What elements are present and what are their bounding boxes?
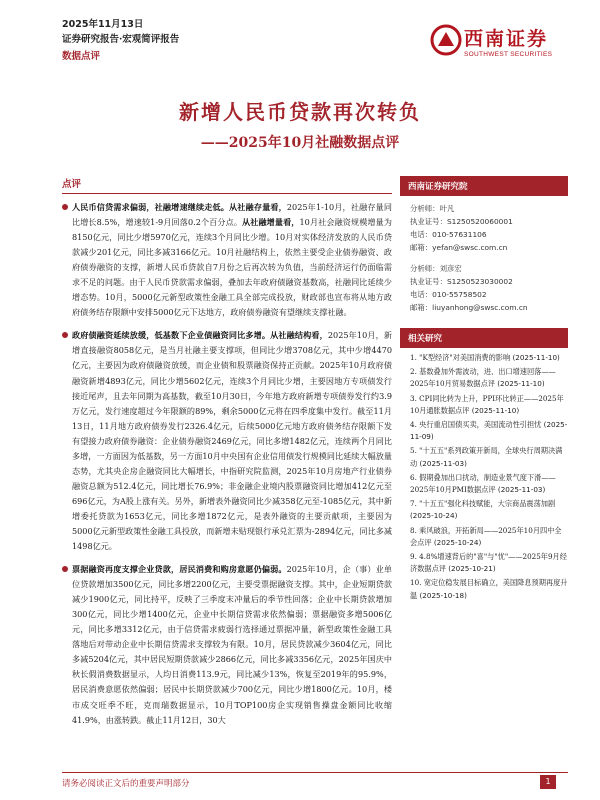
analyst-1-license: 执业证号：S1250520060001	[410, 217, 513, 226]
related-item-title: 5. "十五五"系列政策开新局，全球央行周期决满动	[410, 446, 563, 468]
related-item[interactable]	[400, 419, 568, 443]
section-heading: 点评	[62, 176, 392, 194]
footer-disclaimer: 请务必阅读正文后的重要声明部分	[62, 779, 190, 789]
related-item-date: (2025-11-10)	[512, 353, 560, 362]
related-item[interactable]	[400, 445, 568, 469]
related-item-title: 7. "十五五"强化科技赋能，大宗商品震荡加剧	[410, 499, 556, 509]
related-item[interactable]	[400, 393, 568, 417]
page-number: 1	[540, 775, 556, 789]
related-research-list	[400, 352, 568, 602]
related-item-date: (2025-11-10)	[497, 379, 545, 389]
related-item-title: 1. "K型经济"对美国消费的影响	[410, 353, 511, 362]
bullet-icon	[62, 566, 68, 572]
related-item-title: 6. 假期叠加出口扰动，制造业景气度下滑——2025年10月PMI数据点评	[410, 472, 556, 495]
related-item[interactable]	[400, 577, 568, 601]
p1-bold: 人民币信贷需求偏弱，社融增速继续走低。从社融存量看，	[72, 202, 287, 212]
p1-text: 2025年1-10月，社融存量同比增长8.5%，增速较1-9月回落0.2个百分点。	[72, 202, 392, 228]
report-header	[62, 18, 362, 67]
related-research-heading: 相关研究	[400, 328, 568, 348]
report-category: 证券研究报告·宏观简评报告	[62, 34, 180, 45]
related-item-title: 4. 央行重启国债买卖，美国流动性引担忧	[410, 420, 542, 430]
related-item[interactable]	[400, 498, 568, 522]
analyst-2	[400, 262, 568, 314]
paragraph-2	[62, 328, 392, 554]
analyst-2-email[interactable]: 邮箱：liuyanhong@swsc.com.cn	[410, 303, 528, 312]
p1-bold2: 从社融增量看，	[242, 217, 300, 228]
related-item-date: (2025-10-24)	[410, 511, 458, 521]
related-item-date: (2025-11-09)	[410, 420, 568, 442]
analyst-2-phone: 电话：010-55758502	[410, 290, 487, 299]
related-item-date: (2025-10-24)	[433, 537, 482, 547]
institute-heading: 西南证券研究院	[400, 176, 568, 196]
p1-text2: 10月社会融资规模增量为8150亿元，同比少增5970亿元，连续3个月同比少增。10月对实体经济发放的人民币贷款减少201亿元，同比多减3166亿元。10月社融结构上，依然主要受企业债券融资、政府债券融资的支撑，新增人民币贷款自7月份之后再次转为负值，当前经济运行仍面临需求不足的问题。由于人民币贷款需求偏弱，叠加去年政府债融资基数高，社融同比延续少增态势。10月，5000亿元新型政策性金融工具全部完成投放，财政部也宣布将从地方政府债务结存限额中安排5000亿元下达地方，政府债券融资有望继续支撑社融。	[72, 217, 392, 318]
p2-bold: 政府债融资延续放缓，低基数下企业债融资同比多增。从社融结构看，	[72, 330, 328, 341]
related-item-date: (2025-11-03)	[419, 458, 467, 468]
logo-mark-icon	[430, 24, 462, 56]
footer-divider	[62, 772, 568, 773]
analyst-1-email[interactable]: 邮箱：yefan@swsc.com.cn	[410, 243, 508, 252]
main-content	[62, 176, 392, 736]
report-title: 新增人民币贷款再次转负	[179, 100, 421, 124]
p2-text: 2025年10月，新增直接融资8058亿元，是当月社融主要支撑项，但同比少增3708亿元，其中少增4470亿元，主要因为政府债融资放缓，而企业债和股票融资保持正贡献。2025年10月政府债融资新增4893亿元，同比少增5602亿元，连续3个月同比少增，主要因地方专项债发行接近尾声，且去年同期为高基数，截至10月30日，今年地方政府新增专项债券发行约3.9万亿元，发行速度超过今年限额的89%，剩余5000亿元将在四季度集中发行。截至11月13日，11月地方政府债券发行2326.4亿元，后续5000亿元地方政府债务结存限额下发有望接力政府债券融资：企业债券融资2469亿元，同比多增1482亿元，连续两个月同比多增，一方面因为低基数，另一方面10月中央国有企业信用债发行规模同比延续大幅放量态势，尤其央企房企融资同比大幅增长，中指研究院监测，2025年10月房地产行业债券融资总额为512.4亿元，同比增长76.9%；非金融企业境内股票融资同比增加412亿元至696亿元，为A股上涨有关。另外，新增表外融资同比少减358亿元至-1085亿元，其中新增委托贷款为1653亿元，同比多增1872亿元，是表外融资的主要贡献项，主要因为5000亿元新型政策性金融工具投放，而新增未贴现银行承兑汇票为-2894亿元，同比多减1498亿元。	[72, 330, 392, 552]
related-item-date: (2025-11-03)	[497, 485, 546, 495]
logo-text-cn: 西南证券	[464, 28, 549, 50]
related-item[interactable]	[400, 551, 568, 575]
related-item-date: (2025-10-18)	[419, 590, 467, 600]
related-item[interactable]	[400, 472, 568, 496]
paragraph-1	[62, 200, 392, 320]
related-item[interactable]	[400, 366, 568, 390]
analyst-1-phone: 电话：010-57631106	[410, 230, 487, 239]
report-subtitle: ——2025年10月社融数据点评	[200, 135, 400, 151]
related-item-title: 3. CPI同比转为上升，PPI环比转正——2025年10月通胀数据点评	[410, 393, 564, 415]
report-type: 数据点评	[62, 51, 101, 62]
related-item[interactable]	[400, 352, 568, 364]
analyst-1-name: 分析师：叶凡	[410, 204, 455, 213]
analyst-1	[400, 202, 568, 254]
related-item-title: 8. 乘风破浪，开拓新局——2025年10月四中全会点评	[410, 525, 562, 547]
paragraph-3	[62, 562, 392, 728]
related-item-title: 2. 基数叠加外需波动，进、出口增速回落——2025年10月贸易数据点评	[410, 367, 556, 389]
analyst-2-name: 分析师：刘彦宏	[410, 264, 462, 273]
sidebar	[400, 176, 568, 604]
related-item-date: (2025-10-21)	[448, 564, 496, 574]
report-date: 2025年11月13日	[62, 19, 144, 30]
related-item-title: 10. 宽定位稳发展目标确立，美国降息预期再度升温	[410, 578, 568, 600]
logo-text-en: SOUTHWEST SECURITIES	[464, 51, 553, 58]
related-item-date: (2025-11-10)	[471, 405, 520, 415]
p3-text: 2025年10月，企（事）业单位贷款增加3500亿元，同比多增2200亿元，主要受票据融资支撑。其中，企业短期贷款减少1900亿元，同比持平，反映了三季度末冲量后的季节性回落；企业中长期贷款增加300亿元，同比少增1400亿元，企业中长期信贷需求依然偏弱；票据融资多增5006亿元，同比多增3312亿元，由于信贷需求疲弱行选择通过票据冲量，新型政策性金融工具落地后对带动企业中长期信贷需求支撑较为有限。10月，居民贷款减少3604亿元，同比多减5204亿元，其中居民短期贷款减少2866亿元，同比多减3356亿元，2025年国庆中秋长假消费数据显示，人均日消费113.9元，同比减少13%，恢复至2019年的95.9%，居民消费意愿依然偏弱；居民中长期贷款减少700亿元，同比少增1800亿元。10月，楼市成交旺季不旺，克而瑞数据显示，10月TOP100房企实现销售操盘金额同比收缩41.9%，由涨转跌。截止11月12日，30大	[72, 564, 392, 725]
related-item[interactable]	[400, 525, 568, 549]
bullet-icon	[62, 332, 68, 338]
company-logo	[430, 22, 560, 68]
related-item-title: 9. 4.8%增速背后的"喜"与"忧"——2025年9月经济数据点评	[410, 552, 567, 574]
p3-bold: 票据融资再度支撑企业贷款，居民消费和购房意愿仍偏弱。	[72, 564, 287, 575]
analyst-2-license: 执业证号：S1250523030002	[410, 277, 513, 286]
bullet-icon	[62, 204, 68, 210]
